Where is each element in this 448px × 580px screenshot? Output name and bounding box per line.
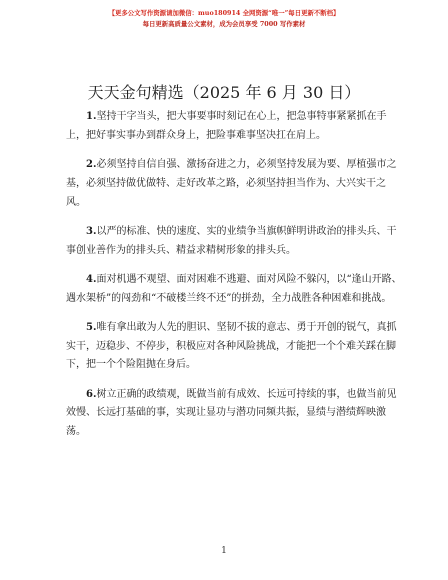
promo-line-2: 每日更新高质量公文素材，成为会员享受 7000 写作素材: [142, 20, 306, 28]
paragraph-3: [66, 223, 402, 261]
paragraph-text: 树立正确的政绩观，既做当前有成效、长远可持续的事，也做当前见效慢、长远打基础的事，实现让显功与潜功同频共振，显绩与潜绩辉映激荡。: [66, 388, 397, 438]
promo-line-1: 【更多公文写作资源请加微信：muo180914 全网资源“唯一”每日更新不断档】: [108, 9, 340, 17]
paragraph-1: [66, 108, 402, 146]
document-title: 天天金句精选（2025 年 6 月 30 日）: [87, 83, 361, 102]
page-number: 1: [221, 546, 227, 556]
paragraph-number: 2.: [86, 158, 97, 170]
paragraph-text: 以严的标准、快的速度、实的业绩争当旗帜鲜明讲政治的排头兵、干事创业善作为的排头兵、精益求精树形象的排头兵。: [66, 225, 397, 256]
paragraph-text: 坚持干字当头，把大事要事时刻记在心上，把急事特事紧紧抓在手上，把好事实事办到群众身上，把险事难事坚决扛在肩上。: [66, 111, 387, 141]
paragraph-number: 1.: [86, 111, 97, 122]
paragraph-text: 唯有拿出敢为人先的胆识、坚韧不拔的意志、勇于开创的锐气，真抓实干，迈稳步、不停步，积极应对各种风险挑战，才能把一个个难关踩在脚下，把一个个险阻抛在身后。: [66, 321, 397, 371]
paragraph-number: 5.: [86, 321, 97, 333]
paragraph-number: 6.: [86, 388, 97, 400]
paragraph-2: [66, 156, 402, 212]
paragraph-5: [66, 319, 402, 375]
paragraph-4: [66, 271, 402, 309]
promo-banner: [0, 8, 448, 30]
paragraph-6: [66, 386, 402, 442]
paragraph-text: 面对机遇不观望、面对困难不逃避、面对风险不躲闪，以“逢山开路、遇水架桥”的闯劲和“不破楼兰终不还”的拼劲，全力战胜各种困难和挑战。: [66, 273, 402, 304]
paragraph-text: 必须坚持自信自强、激扬奋进之力，必须坚持发展为要、厚植强市之基，必须坚持做优做特、走好改革之路，必须坚持担当作为、大兴实干之风。: [66, 158, 397, 208]
paragraph-number: 4.: [86, 273, 97, 285]
document-body: [66, 108, 402, 452]
paragraph-number: 3.: [86, 225, 97, 237]
